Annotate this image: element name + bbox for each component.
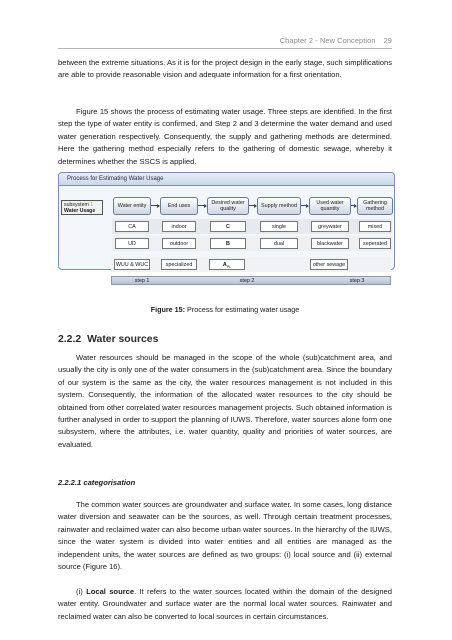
steps-bar [111,276,391,285]
cell-supply-dual: dual [260,238,298,249]
chapter-title: Chapter 2 - New Conception [279,36,376,45]
step-1-label: step 1 [134,278,150,284]
step-3-label: step 3 [349,278,365,284]
header-used-water-quantity: Used water quantity [309,197,351,215]
arrow-2 [198,205,206,206]
subsection-number: 2.2.2.1 [58,478,82,487]
paragraph-1: between the extreme situations. As it is for the project design in the early stage, such simplifications are able to provide reasonable vision and adequate information for a first orientation. [58,58,392,80]
cell-supply-single: single [260,221,298,232]
cell-quality-a [209,259,245,270]
step-2-label: step 2 [239,278,255,284]
cell-enduse-indoor: indoor [162,221,196,232]
cell-usedwater-blackwater: blackwater [311,238,349,249]
caption-label: Figure 15: [150,305,186,314]
header-end-uses: End uses [160,197,198,215]
cell-enduse-outdoor: outdoor [162,238,196,249]
diagram-title: Process for Estimating Water Usage [59,173,394,186]
header-gathering-method: Gathering method [357,197,393,215]
cell-gathering-seperated: seperated [359,238,391,249]
cell-gathering-mixed: mixed [359,221,391,232]
cell-entity-ca: CA [115,221,149,232]
section-number: 2.2.2 [58,334,82,345]
cell-enduse-specialized: specialized [161,259,197,270]
arrow-3 [249,205,256,206]
arrow-5 [351,205,356,206]
quality-a-subscript: PL [226,265,232,270]
section-heading [58,334,158,345]
cell-quality-c: C [210,221,246,232]
cell-entity-wuu-wuc: WUU & WUC [114,259,150,270]
page-number: 29 [383,36,392,45]
section-title: Water sources [87,334,159,345]
cell-entity-ud: UD [115,238,149,249]
subsystem-label-box [61,200,103,215]
subsection-heading [58,478,135,487]
subsystem-number: 1 [90,202,94,208]
paragraph-4: The common water sources are groundwater and surface water. In some cases, long distance water diversion and seawater can be the sources, as well. Through certain treatment processes, rainwater and reclaimed water can also become urban water sources. In the hierarchy of the IUWS, since the water system is divided into water entities and all entities are managed as the independent units, the water sources are defined as two groups: (i) local source and (ii) external source (Figure 16). [58,500,392,572]
header-supply-method: Supply method [257,197,301,215]
para5-term: Local source [86,587,135,596]
paragraph-3: Water resources should be managed in the scope of the whole (sub)catchment area, and usually the city is only one of the water consumers in the (sub)catchment area. Since the boundary of our system is the same as the city, the water resources management is not included in this system. Consequently, the information of the allocated water resources to the city should be obtained from other correlated water resources management projects. Such obtained information is further analysed in order to support the planning of IUWS. Therefore, water sources alone form one subsystem, where the attributes, i.e. water quantity, quality and priorities of water sources, are evaluated. [58,353,392,449]
paragraph-2: Figure 15 shows the process of estimating water usage. Three steps are identified. In the first step the type of water entity is confirmed, and Step 2 and 3 determine the water demand and used water generation respectively. Consequently, the supply and gathering methods are determined. Here the gathering method especially refers to the gathering of domestic sewage, whereby it determines whether the SSCS is applied. [58,107,392,166]
header-desired-water-quality: Desired water quality [207,197,249,215]
header-rule [58,48,392,49]
figure-15-diagram [58,172,395,270]
para5-lead: (i) [76,587,87,596]
arrow-1 [151,205,159,206]
row-band [111,257,391,272]
caption-text: Process for estimating water usage [185,305,300,314]
cell-usedwater-other-sewage: other sewage [310,259,348,270]
cell-usedwater-greywater: greywater [311,221,349,232]
subsystem-label: subsystem [64,202,89,208]
figure-caption [58,305,392,314]
para5-rest: . It refers to the water sources located within the domain of the designed water entity. Groundwater and surface water are the normal local water sources. Rainwater and reclaimed water can also be converted to local sources in certain circumstances. [58,587,392,621]
cell-quality-b: B [210,238,246,249]
arrow-4 [301,205,308,206]
row-band [112,236,392,251]
subsystem-name: Water Usage [64,208,96,215]
paragraph-5 [58,586,392,623]
row-band [112,219,392,234]
header-water-entity: Water entity [113,197,151,215]
subsection-title: categorisation [83,478,136,487]
quality-a-label: A [222,262,227,268]
